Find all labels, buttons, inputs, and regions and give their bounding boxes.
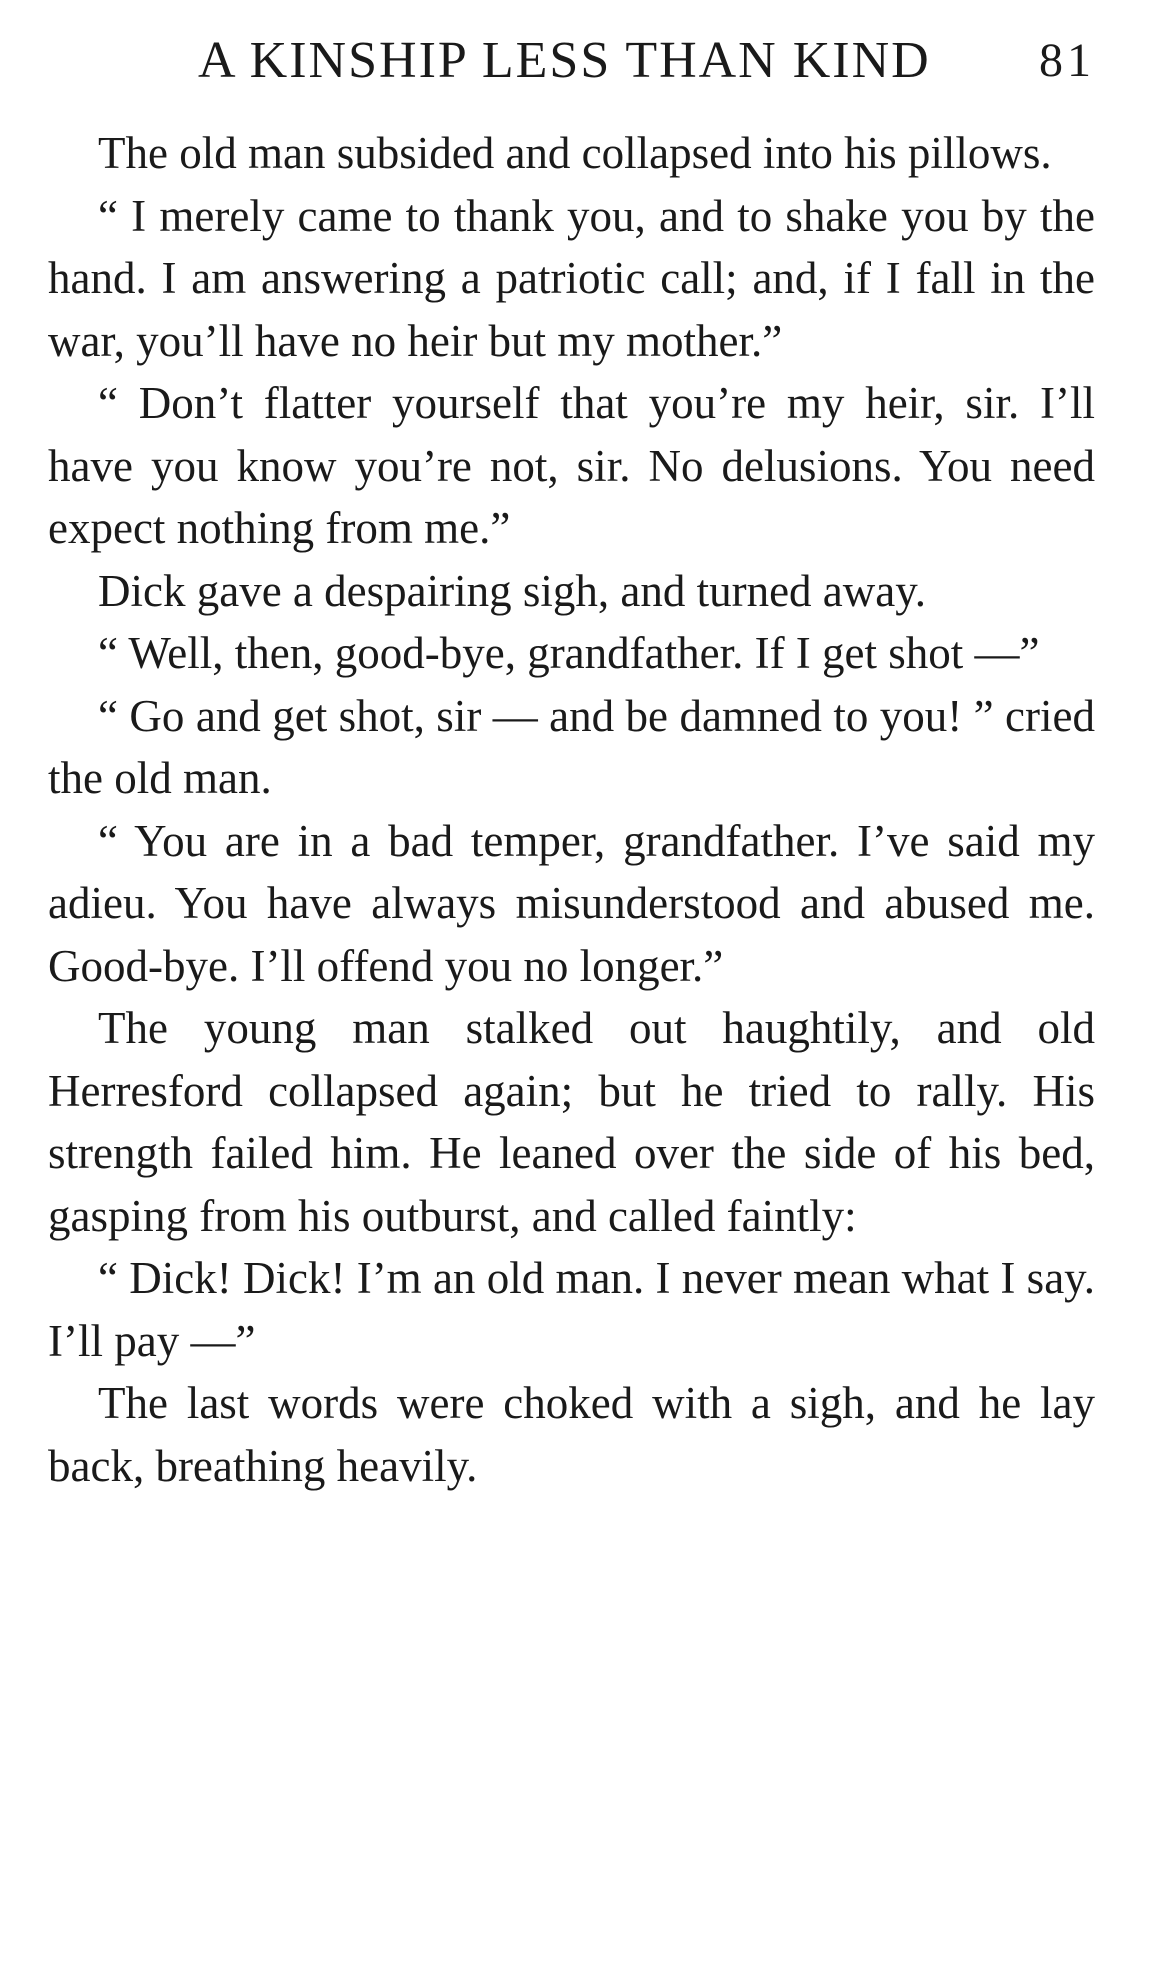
paragraph-8: The young man stalked out haughtily, and old Herresford collapsed again; but he tried to rally. His strength failed him. He leaned over the side of his bed, gasping from his outburst, and called faintly:: [48, 1003, 1095, 1241]
paragraph-7: “ You are in a bad temper, grandfather. I’ve said my adieu. You have always misunderstood and abused me. Good-bye. I’ll offend you no longer.”: [48, 815, 1095, 991]
page-number: 81: [1039, 34, 1095, 87]
running-head: [48, 26, 1095, 96]
paragraph-10: The last words were choked with a sigh, and he lay back, breathing heavily.: [48, 1378, 1095, 1491]
running-title: A KINSHIP LESS THAN KIND: [198, 32, 931, 89]
paragraph-2: “ I merely came to thank you, and to shake you by the hand. I am answering a patriotic call; and, if I fall in the war, you’ll have no heir but my mother.”: [48, 190, 1095, 366]
paragraph-9: “ Dick! Dick! I’m an old man. I never mean what I say. I’ll pay —”: [48, 1253, 1095, 1366]
paragraph-3: “ Don’t flatter yourself that you’re my heir, sir. I’ll have you know you’re not, sir. No delusions. You need expect nothing from me.”: [48, 378, 1095, 553]
paragraph-6: “ Go and get shot, sir — and be damned to you! ” cried the old man.: [48, 690, 1095, 803]
paragraph-5: “ Well, then, good-bye, grandfather. If I get shot —”: [98, 628, 1040, 678]
paragraph-4: Dick gave a despairing sigh, and turned away.: [98, 565, 927, 616]
body-text: [48, 122, 1095, 1497]
paragraph-1: The old man subsided and collapsed into his pillows.: [98, 128, 1052, 178]
